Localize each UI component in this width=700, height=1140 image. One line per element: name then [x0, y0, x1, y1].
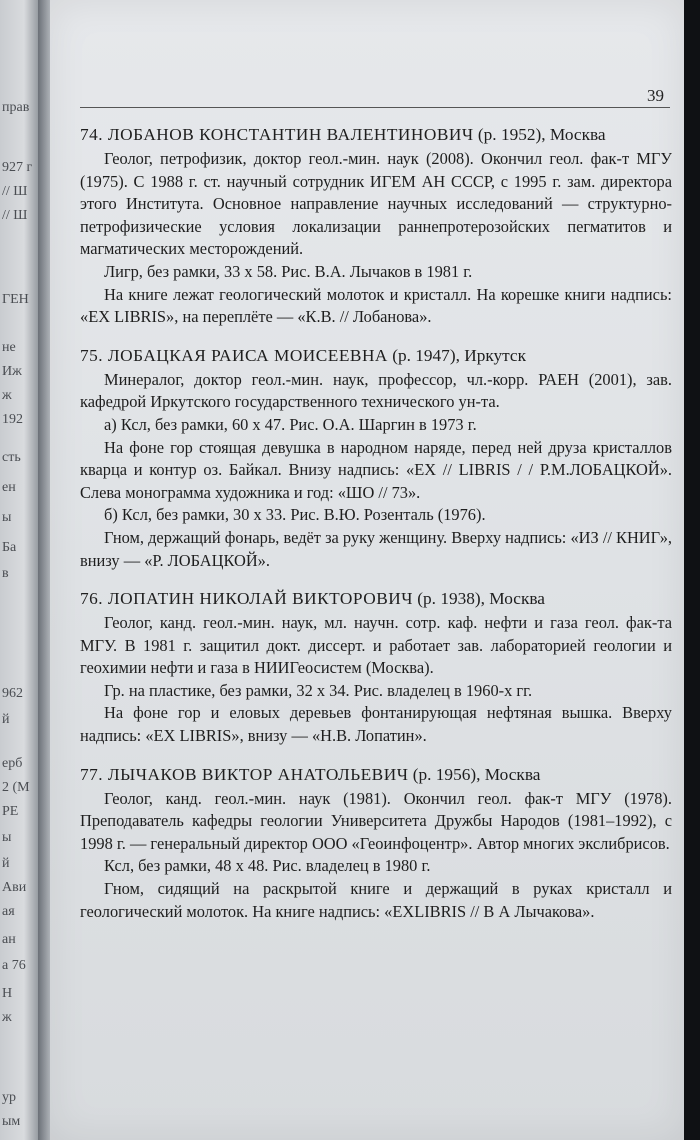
entry-paragraph: Геолог, петрофизик, доктор геол.-мин. наук (2008). Окончил геол. фак-т МГУ (1975). С 1988 г. ст. научный сотрудник ИГЕМ АН СССР, с 1995 г. зам. директора этого Института. Основное направление научных исследований — структурно-петрофизические условия локализации раннепротерозойских пегматитов и магматических месторождений. [80, 149, 672, 259]
entry-paragraph: Гном, держащий фонарь, ведёт за руку женщину. Вверху надпись: «ИЗ // КНИГ», внизу — «Р. ЛОБАЦКОЙ». [80, 527, 672, 570]
facing-page-text: Н [2, 986, 13, 1001]
entry-name: 75. ЛОБАЦКАЯ РАИСА МОИСЕЕВНА [80, 345, 388, 365]
facing-page-text: ж [2, 388, 12, 403]
entry-name: 76. ЛОПАТИН НИКОЛАЙ ВИКТОРОВИЧ [80, 589, 413, 609]
entry-heading-details: (р. 1952), Москва [473, 125, 606, 144]
entry-paragraph: Ксл, без рамки, 48 x 48. Рис. владелец в 1980 г. [104, 856, 431, 876]
facing-page-text: ГЕН [2, 292, 29, 307]
entry-heading-details: (р. 1947), Иркутск [387, 345, 526, 365]
entry-heading [80, 122, 672, 148]
entry-paragraph: Минералог, доктор геол.-мин. наук, профессор, чл.-корр. РАЕН (2001), зав. кафедрой Иркутского государственного технического ун-та. [80, 369, 672, 412]
entry-paragraph: На книге лежат геологический молоток и кристалл. На корешке книги надпись: «EX LIBRIS», на переплёте — «К.В. // Лобанова». [80, 284, 672, 327]
entry-paragraph: а) Ксл, без рамки, 60 x 47. Рис. О.А. Шаргин в 1973 г. [104, 414, 477, 434]
facing-page-text: ен [2, 480, 16, 495]
facing-page-text: ерб [2, 756, 23, 771]
catalog-entry [80, 343, 672, 572]
facing-page-text: // Ш [2, 208, 28, 223]
facing-page-text: й [2, 712, 10, 727]
facing-page-text: а 76 [2, 958, 26, 973]
page-number: 39 [647, 86, 664, 105]
facing-page-text: не [2, 340, 16, 355]
entry-heading [80, 343, 672, 369]
entry-paragraph: Геолог, канд. геол.-мин. наук, мл. научн. сотр. каф. нефти и газа геол. фак-та МГУ. В 1981 г. защитил докт. диссерт. и работает зав. лабораторией геологии и геохимии нефти и газа в НИИГеосистем (Москва). [80, 613, 672, 678]
facing-page-text: в [2, 566, 9, 581]
entry-name: 77. ЛЫЧАКОВ ВИКТОР АНАТОЛЬЕВИЧ [80, 764, 409, 784]
entry-paragraph: б) Ксл, без рамки, 30 x 33. Рис. В.Ю. Розенталь (1976). [104, 505, 486, 525]
page-content [80, 122, 672, 937]
facing-page-text: 192 [2, 412, 23, 427]
entry-heading-details: (р. 1956), Москва [408, 764, 541, 784]
entry-heading [80, 762, 672, 788]
entry-name: 74. ЛОБАНОВ КОНСТАНТИН ВАЛЕНТИНОВИЧ [80, 125, 474, 144]
facing-page-text: сть [2, 450, 21, 465]
facing-page-text: Ави [2, 880, 27, 895]
facing-page-text: Ба [2, 540, 17, 555]
facing-page-text: ж [2, 1010, 12, 1025]
entry-paragraph: На фоне гор и еловых деревьев фонтанирующая нефтяная вышка. Вверху надпись: «EX LIBRIS», внизу — «Н.В. Лопатин». [80, 703, 672, 746]
entry-heading [80, 586, 672, 612]
facing-page-text: РЕ [2, 804, 19, 819]
facing-page-text: ан [2, 932, 16, 947]
facing-page-text: // Ш [2, 184, 28, 199]
facing-page-text: прав [2, 100, 30, 115]
entry-paragraph: Гном, сидящий на раскрытой книге и держащий в руках кристалл и геологический молоток. На книге надпись: «EXLIBRIS // В А Лычакова». [80, 879, 672, 921]
facing-page-text: ым [2, 1114, 21, 1129]
facing-page-text: 2 (М [2, 780, 30, 795]
entry-heading-details: (р. 1938), Москва [412, 589, 545, 609]
facing-page-text: ая [2, 904, 15, 919]
facing-page-text: й [2, 856, 10, 871]
catalog-entry [80, 122, 672, 329]
facing-page-text: ы [2, 830, 12, 845]
facing-page-text: ур [2, 1090, 16, 1105]
book-page [50, 0, 684, 1140]
entry-paragraph: Лигр, без рамки, 33 x 58. Рис. В.А. Лычаков в 1981 г. [104, 261, 473, 281]
header-rule [80, 107, 670, 108]
facing-page [0, 0, 40, 1140]
entry-paragraph: Геолог, канд. геол.-мин. наук (1981). Окончил геол. фак-т МГУ (1978). Преподаватель кафедры геологии Университета Дружбы Народов (1981–1992), с 1998 г. — генеральный директор ООО «Геоинфоцентр». Автор многих экслибрисов. [80, 788, 672, 853]
catalog-entry [80, 762, 672, 924]
facing-page-text: 927 г [2, 160, 33, 175]
facing-page-text: 962 [2, 686, 23, 701]
facing-page-text: ы [2, 510, 12, 525]
entry-paragraph: На фоне гор стоящая девушка в народном наряде, перед ней друза кристаллов кварца и контур оз. Байкал. Внизу надпись: «EX // LIBRIS / / Р.М.ЛОБАЦКОЙ». Слева монограмма художника и год: «ШО // 73». [80, 437, 672, 502]
catalog-entry [80, 586, 672, 748]
page-edge-shadow [684, 0, 700, 1140]
entry-paragraph: Гр. на пластике, без рамки, 32 x 34. Рис. владелец в 1960-х гг. [104, 680, 533, 700]
facing-page-text: Иж [2, 364, 22, 379]
